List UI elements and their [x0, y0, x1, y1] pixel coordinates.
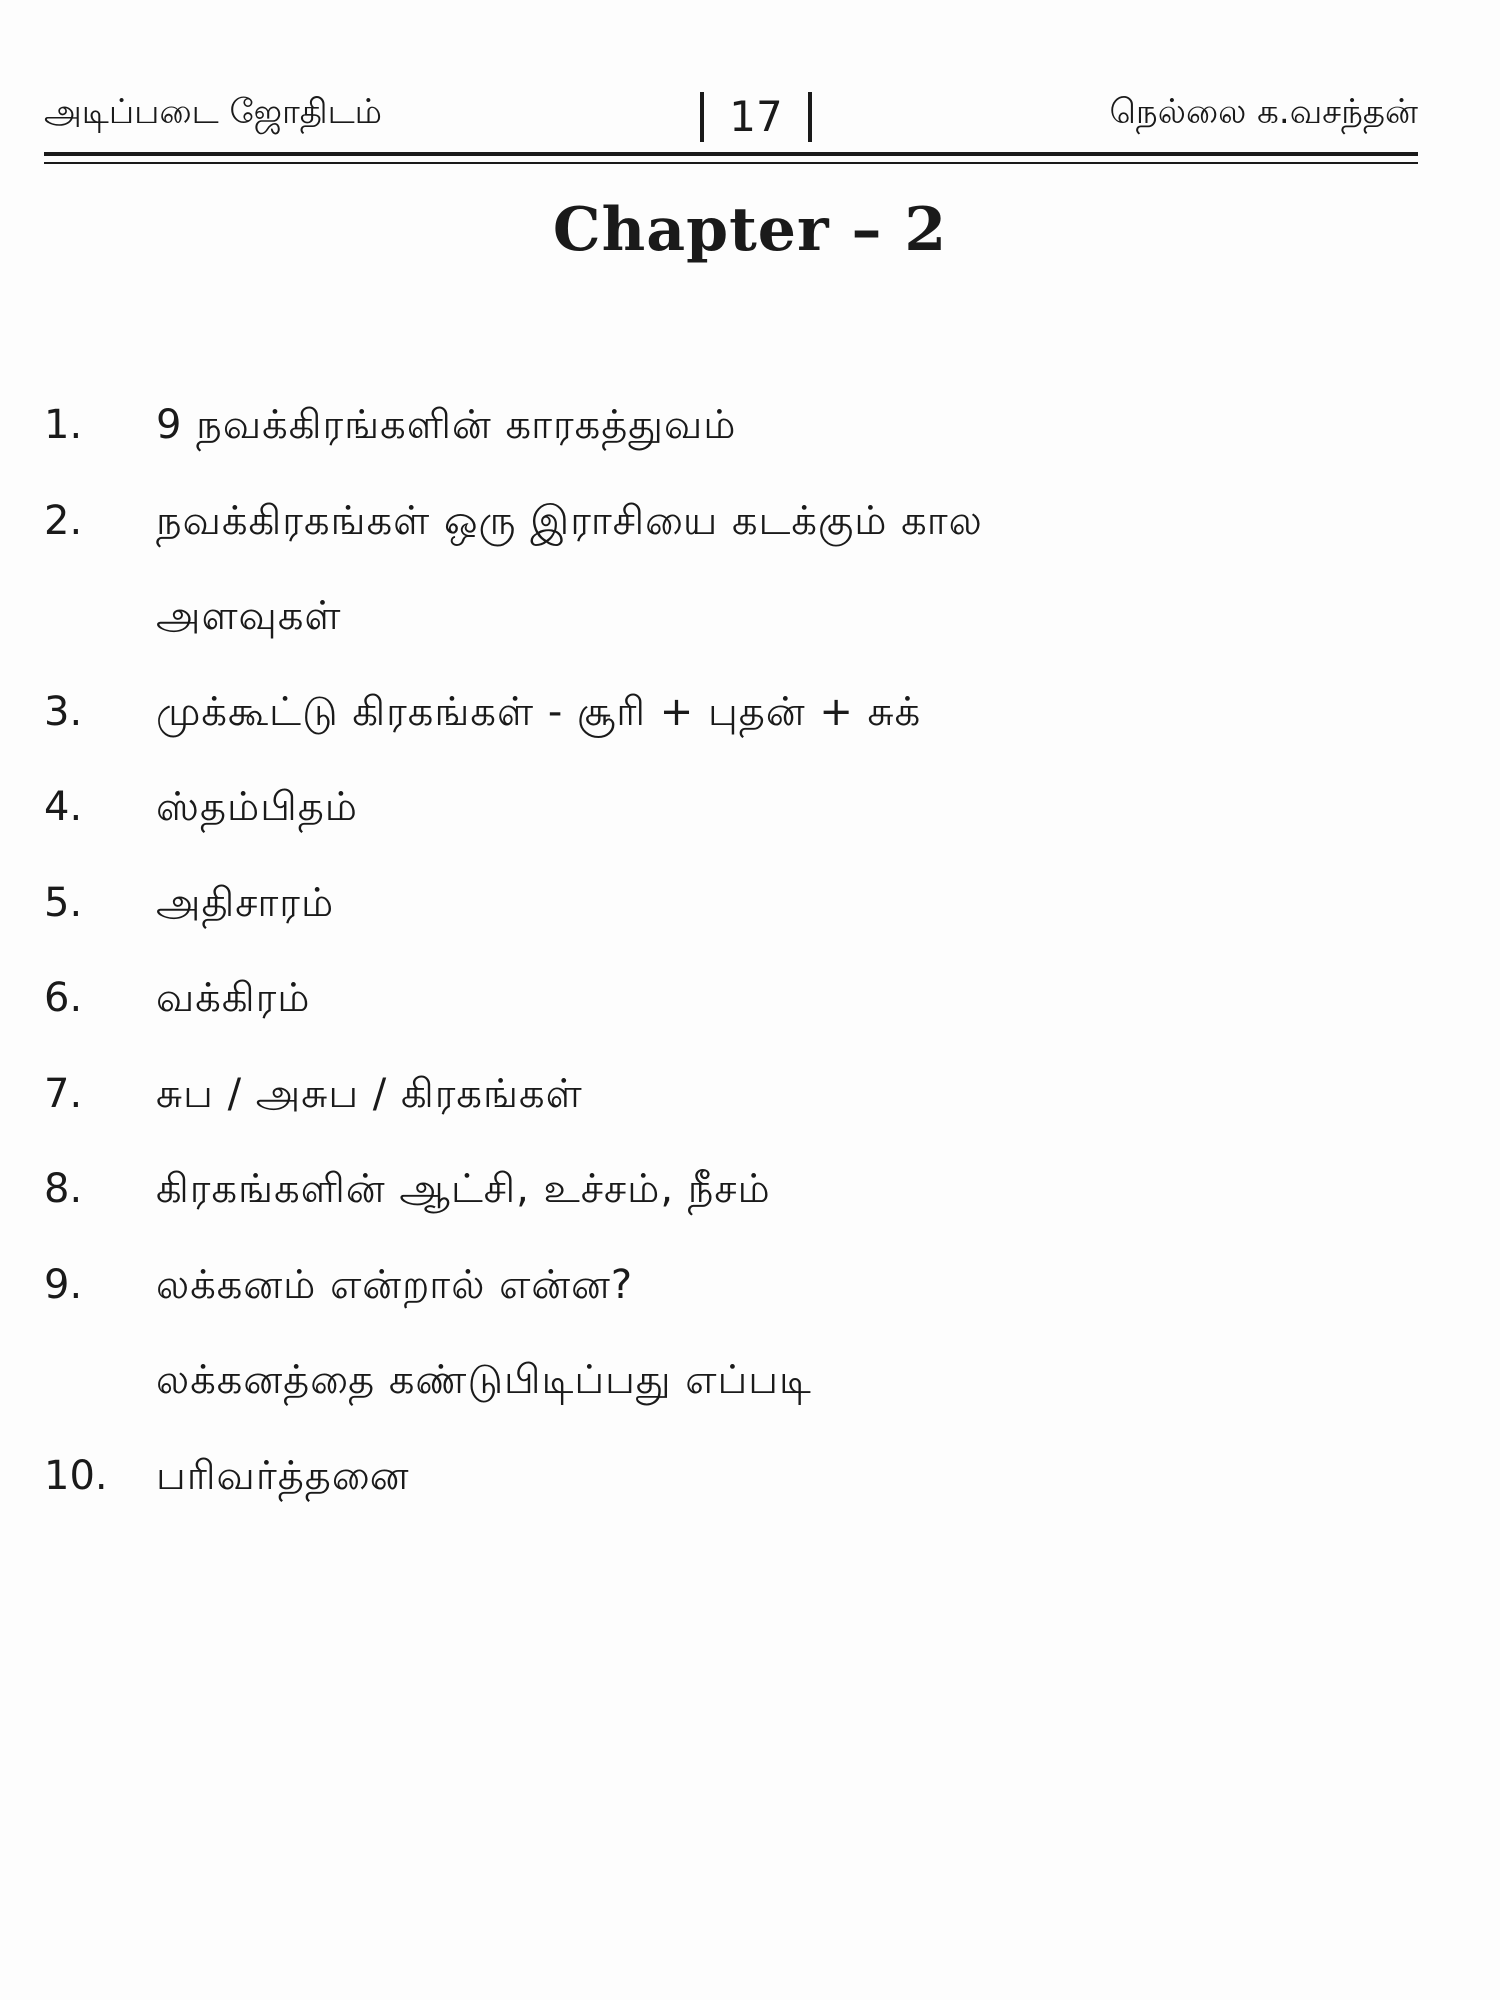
book-title: அடிப்படை ஜோதிடம் — [44, 92, 383, 132]
toc-item-text: கிரகங்களின் ஆட்சி, உச்சம், நீசம் — [156, 1166, 771, 1212]
toc-item — [44, 1154, 1444, 1224]
chapter-title: Chapter – 2 — [552, 195, 948, 265]
toc-item — [44, 486, 1444, 556]
header-rule-thick — [44, 152, 1418, 156]
toc-item-text: அளவுகள் — [156, 593, 342, 639]
toc-item — [44, 868, 1444, 938]
toc-item-text: முக்கூட்டு கிரகங்கள் - சூரி + புதன் + சுக் — [156, 688, 922, 735]
toc-item-text: ஸ்தம்பிதம் — [156, 784, 358, 830]
toc-item-text: வக்கிரம் — [156, 975, 311, 1021]
toc-item-number: 4. — [44, 784, 83, 830]
toc-item-text: சுப / அசுப / கிரகங்கள் — [156, 1070, 583, 1117]
toc-item-text: பரிவர்த்தனை — [156, 1452, 410, 1499]
toc-item — [44, 963, 1444, 1033]
page-number-left-bar — [700, 92, 704, 142]
author-name: நெல்லை க.வசந்தன் — [1109, 92, 1418, 132]
toc-item — [44, 677, 1444, 747]
toc-item-text: 9 நவக்கிரங்களின் காரகத்துவம் — [156, 402, 737, 448]
toc-item — [44, 581, 1444, 651]
toc-item-number: 9. — [44, 1261, 83, 1308]
toc-item-number: 2. — [44, 497, 83, 544]
toc-item-number: 5. — [44, 879, 83, 926]
toc-item-text: லக்கனம் என்றால் என்ன? — [156, 1261, 634, 1308]
toc-item-number: 10. — [44, 1452, 108, 1499]
page-number-box — [656, 88, 856, 146]
toc-item-number: 6. — [44, 975, 83, 1021]
toc-item — [44, 1441, 1444, 1511]
toc-item — [44, 1345, 1444, 1415]
toc-item-number: 1. — [44, 402, 83, 448]
toc-item — [44, 772, 1444, 842]
toc-item — [44, 1250, 1444, 1320]
toc-item — [44, 1059, 1444, 1129]
toc-item-text: நவக்கிரகங்கள் ஒரு இராசியை கடக்கும் கால — [156, 497, 983, 544]
running-header — [44, 88, 1418, 148]
toc-item-number: 8. — [44, 1166, 83, 1212]
toc-item-number: 3. — [44, 688, 83, 735]
toc-item — [44, 390, 1444, 460]
header-rule-thin — [44, 162, 1418, 164]
toc-item-text: அதிசாரம் — [156, 879, 335, 926]
page-number: 17 — [729, 92, 783, 141]
toc-item-number: 7. — [44, 1070, 83, 1117]
page-number-right-bar — [808, 92, 812, 142]
toc-item-text: லக்கனத்தை கண்டுபிடிப்பது எப்படி — [156, 1357, 812, 1403]
